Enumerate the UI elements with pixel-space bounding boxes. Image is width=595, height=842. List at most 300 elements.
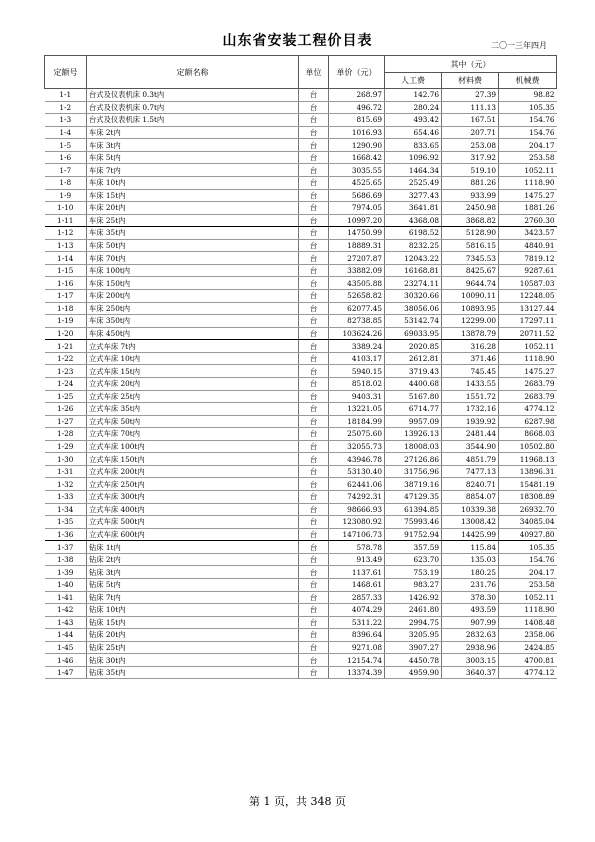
cell-labor: 8232.25 <box>385 239 442 252</box>
cell-material: 2450.98 <box>442 202 499 215</box>
cell-name: 立式车床 35t内 <box>87 403 299 416</box>
cell-unit: 台 <box>299 214 329 227</box>
cell-price: 268.97 <box>329 89 385 102</box>
cell-name: 钻床 1t内 <box>87 541 299 554</box>
cell-code: 1-27 <box>45 415 87 428</box>
cell-price: 5686.69 <box>329 189 385 202</box>
cell-material: 5816.15 <box>442 239 499 252</box>
cell-machine: 13896.31 <box>499 465 557 478</box>
cell-material: 14425.99 <box>442 528 499 541</box>
cell-price: 13221.05 <box>329 403 385 416</box>
cell-material: 10339.38 <box>442 503 499 516</box>
cell-code: 1-28 <box>45 428 87 441</box>
cell-code: 1-10 <box>45 202 87 215</box>
cell-machine: 204.17 <box>499 139 557 152</box>
cell-code: 1-21 <box>45 340 87 353</box>
cell-unit: 台 <box>299 428 329 441</box>
cell-unit: 台 <box>299 290 329 303</box>
cell-labor: 4450.78 <box>385 654 442 667</box>
cell-code: 1-43 <box>45 616 87 629</box>
cell-name: 车床 3t内 <box>87 139 299 152</box>
cell-material: 13878.79 <box>442 327 499 340</box>
cell-labor: 4400.68 <box>385 377 442 390</box>
cell-labor: 13926.13 <box>385 428 442 441</box>
cell-name: 车床 20t内 <box>87 202 299 215</box>
header-code: 定额号 <box>45 56 87 89</box>
cell-unit: 台 <box>299 340 329 353</box>
cell-material: 253.08 <box>442 139 499 152</box>
cell-labor: 357.59 <box>385 541 442 554</box>
cell-price: 147106.73 <box>329 528 385 541</box>
cell-price: 52658.82 <box>329 290 385 303</box>
cell-material: 10893.95 <box>442 302 499 315</box>
cell-name: 立式车床 7t内 <box>87 340 299 353</box>
table-row <box>45 176 557 189</box>
cell-machine: 2424.85 <box>499 641 557 654</box>
header-group: 其中（元） <box>385 56 557 73</box>
cell-machine: 253.58 <box>499 578 557 591</box>
cell-unit: 台 <box>299 465 329 478</box>
cell-price: 9403.31 <box>329 390 385 403</box>
cell-name: 钻床 15t内 <box>87 616 299 629</box>
cell-unit: 台 <box>299 302 329 315</box>
cell-code: 1-11 <box>45 214 87 227</box>
cell-material: 1939.92 <box>442 415 499 428</box>
table-row <box>45 553 557 566</box>
cell-price: 1468.61 <box>329 578 385 591</box>
cell-machine: 17297.11 <box>499 315 557 328</box>
cell-code: 1-16 <box>45 277 87 290</box>
header-name: 定额名称 <box>87 56 299 89</box>
table-row <box>45 101 557 114</box>
cell-unit: 台 <box>299 516 329 529</box>
cell-price: 2857.33 <box>329 591 385 604</box>
cell-unit: 台 <box>299 629 329 642</box>
cell-name: 台式及仪表机床 0.7t内 <box>87 101 299 114</box>
cell-code: 1-19 <box>45 315 87 328</box>
cell-material: 180.25 <box>442 566 499 579</box>
cell-price: 98666.93 <box>329 503 385 516</box>
cell-code: 1-41 <box>45 591 87 604</box>
cell-material: 371.46 <box>442 352 499 365</box>
cell-machine: 1408.48 <box>499 616 557 629</box>
cell-labor: 4368.08 <box>385 214 442 227</box>
cell-code: 1-25 <box>45 390 87 403</box>
cell-labor: 18008.03 <box>385 440 442 453</box>
cell-name: 立式车床 250t内 <box>87 478 299 491</box>
cell-unit: 台 <box>299 315 329 328</box>
cell-unit: 台 <box>299 327 329 340</box>
cell-material: 4851.79 <box>442 453 499 466</box>
cell-unit: 台 <box>299 101 329 114</box>
cell-name: 台式及仪表机床 1.5t内 <box>87 114 299 127</box>
cell-machine: 6287.98 <box>499 415 557 428</box>
cell-labor: 9957.09 <box>385 415 442 428</box>
cell-price: 5940.15 <box>329 365 385 378</box>
cell-machine: 98.82 <box>499 89 557 102</box>
table-row <box>45 578 557 591</box>
cell-code: 1-36 <box>45 528 87 541</box>
cell-code: 1-7 <box>45 164 87 177</box>
table-row <box>45 227 557 240</box>
cell-unit: 台 <box>299 566 329 579</box>
cell-price: 8396.64 <box>329 629 385 642</box>
cell-name: 钻床 25t内 <box>87 641 299 654</box>
cell-unit: 台 <box>299 239 329 252</box>
cell-name: 立式车床 500t内 <box>87 516 299 529</box>
cell-code: 1-29 <box>45 440 87 453</box>
cell-price: 82738.85 <box>329 315 385 328</box>
cell-price: 7974.05 <box>329 202 385 215</box>
cell-labor: 1464.34 <box>385 164 442 177</box>
cell-price: 496.72 <box>329 101 385 114</box>
cell-labor: 2020.85 <box>385 340 442 353</box>
cell-material: 745.45 <box>442 365 499 378</box>
cell-code: 1-24 <box>45 377 87 390</box>
cell-name: 钻床 7t内 <box>87 591 299 604</box>
table-row <box>45 114 557 127</box>
table-row <box>45 327 557 340</box>
cell-labor: 142.76 <box>385 89 442 102</box>
cell-machine: 1118.90 <box>499 352 557 365</box>
cell-price: 8518.02 <box>329 377 385 390</box>
cell-name: 立式车床 300t内 <box>87 491 299 504</box>
cell-labor: 6714.77 <box>385 403 442 416</box>
cell-material: 3544.90 <box>442 440 499 453</box>
cell-labor: 3205.95 <box>385 629 442 642</box>
table-row <box>45 516 557 529</box>
cell-code: 1-40 <box>45 578 87 591</box>
cell-price: 3389.24 <box>329 340 385 353</box>
cell-price: 1137.61 <box>329 566 385 579</box>
cell-unit: 台 <box>299 503 329 516</box>
table-row <box>45 239 557 252</box>
cell-machine: 12248.05 <box>499 290 557 303</box>
cell-material: 2832.63 <box>442 629 499 642</box>
cell-unit: 台 <box>299 390 329 403</box>
cell-labor: 31756.96 <box>385 465 442 478</box>
cell-machine: 253.58 <box>499 151 557 164</box>
cell-price: 27207.87 <box>329 252 385 265</box>
table-row <box>45 641 557 654</box>
cell-name: 台式及仪表机床 0.3t内 <box>87 89 299 102</box>
cell-price: 18184.99 <box>329 415 385 428</box>
cell-unit: 台 <box>299 453 329 466</box>
table-row <box>45 202 557 215</box>
cell-machine: 2760.30 <box>499 214 557 227</box>
cell-unit: 台 <box>299 189 329 202</box>
table-row <box>45 616 557 629</box>
cell-labor: 27126.86 <box>385 453 442 466</box>
cell-material: 881.26 <box>442 176 499 189</box>
cell-code: 1-3 <box>45 114 87 127</box>
cell-machine: 4840.91 <box>499 239 557 252</box>
table-row <box>45 541 557 554</box>
cell-unit: 台 <box>299 365 329 378</box>
cell-labor: 16168.81 <box>385 264 442 277</box>
cell-name: 立式车床 10t内 <box>87 352 299 365</box>
cell-code: 1-22 <box>45 352 87 365</box>
cell-code: 1-20 <box>45 327 87 340</box>
cell-unit: 台 <box>299 641 329 654</box>
cell-labor: 753.19 <box>385 566 442 579</box>
cell-machine: 15481.19 <box>499 478 557 491</box>
cell-unit: 台 <box>299 164 329 177</box>
cell-labor: 4959.90 <box>385 666 442 679</box>
cell-labor: 1426.92 <box>385 591 442 604</box>
cell-price: 9271.08 <box>329 641 385 654</box>
cell-labor: 3277.43 <box>385 189 442 202</box>
cell-name: 立式车床 200t内 <box>87 465 299 478</box>
cell-material: 167.51 <box>442 114 499 127</box>
table-row <box>45 666 557 679</box>
cell-name: 立式车床 15t内 <box>87 365 299 378</box>
cell-price: 1016.93 <box>329 126 385 139</box>
cell-unit: 台 <box>299 227 329 240</box>
cell-machine: 204.17 <box>499 566 557 579</box>
cell-material: 3640.37 <box>442 666 499 679</box>
cell-name: 车床 15t内 <box>87 189 299 202</box>
cell-material: 231.76 <box>442 578 499 591</box>
cell-material: 8425.67 <box>442 264 499 277</box>
cell-price: 4525.65 <box>329 176 385 189</box>
cell-price: 3035.55 <box>329 164 385 177</box>
cell-machine: 1475.27 <box>499 189 557 202</box>
cell-code: 1-8 <box>45 176 87 189</box>
cell-labor: 2994.75 <box>385 616 442 629</box>
cell-code: 1-13 <box>45 239 87 252</box>
cell-material: 317.92 <box>442 151 499 164</box>
cell-price: 43505.88 <box>329 277 385 290</box>
cell-price: 74292.31 <box>329 491 385 504</box>
table-body <box>45 89 557 679</box>
cell-price: 43946.78 <box>329 453 385 466</box>
cell-labor: 38056.06 <box>385 302 442 315</box>
cell-material: 7477.13 <box>442 465 499 478</box>
cell-name: 钻床 3t内 <box>87 566 299 579</box>
cell-price: 33882.09 <box>329 264 385 277</box>
cell-price: 18889.31 <box>329 239 385 252</box>
cell-machine: 1118.90 <box>499 604 557 617</box>
cell-machine: 20711.52 <box>499 327 557 340</box>
cell-price: 14750.99 <box>329 227 385 240</box>
table-row <box>45 440 557 453</box>
cell-machine: 4700.81 <box>499 654 557 667</box>
cell-code: 1-39 <box>45 566 87 579</box>
cell-material: 3868.82 <box>442 214 499 227</box>
cell-material: 7345.53 <box>442 252 499 265</box>
cell-name: 车床 350t内 <box>87 315 299 328</box>
cell-unit: 台 <box>299 604 329 617</box>
cell-machine: 3423.57 <box>499 227 557 240</box>
cell-machine: 1118.90 <box>499 176 557 189</box>
cell-name: 钻床 5t内 <box>87 578 299 591</box>
cell-code: 1-38 <box>45 553 87 566</box>
cell-unit: 台 <box>299 528 329 541</box>
cell-unit: 台 <box>299 415 329 428</box>
cell-unit: 台 <box>299 491 329 504</box>
cell-code: 1-12 <box>45 227 87 240</box>
cell-unit: 台 <box>299 377 329 390</box>
cell-material: 5128.90 <box>442 227 499 240</box>
cell-code: 1-18 <box>45 302 87 315</box>
cell-unit: 台 <box>299 126 329 139</box>
cell-price: 4103.17 <box>329 352 385 365</box>
cell-labor: 2461.80 <box>385 604 442 617</box>
table-row <box>45 352 557 365</box>
table-row <box>45 654 557 667</box>
cell-name: 车床 25t内 <box>87 214 299 227</box>
table-row <box>45 604 557 617</box>
cell-machine: 105.35 <box>499 101 557 114</box>
cell-name: 车床 100t内 <box>87 264 299 277</box>
table-row <box>45 629 557 642</box>
table-row <box>45 252 557 265</box>
header-machine: 机械费 <box>499 73 557 89</box>
cell-name: 立式车床 20t内 <box>87 377 299 390</box>
cell-labor: 3719.43 <box>385 365 442 378</box>
cell-code: 1-32 <box>45 478 87 491</box>
cell-unit: 台 <box>299 89 329 102</box>
cell-labor: 6198.52 <box>385 227 442 240</box>
cell-machine: 4774.12 <box>499 403 557 416</box>
cell-labor: 5167.80 <box>385 390 442 403</box>
cell-price: 1290.90 <box>329 139 385 152</box>
cell-material: 111.13 <box>442 101 499 114</box>
cell-machine: 34085.04 <box>499 516 557 529</box>
cell-price: 913.49 <box>329 553 385 566</box>
table-row <box>45 390 557 403</box>
table-row <box>45 315 557 328</box>
table-row <box>45 566 557 579</box>
cell-machine: 10587.03 <box>499 277 557 290</box>
cell-code: 1-5 <box>45 139 87 152</box>
header-unit: 单位 <box>299 56 329 89</box>
cell-name: 立式车床 70t内 <box>87 428 299 441</box>
table-row <box>45 340 557 353</box>
cell-machine: 1052.11 <box>499 164 557 177</box>
cell-code: 1-30 <box>45 453 87 466</box>
cell-machine: 7819.12 <box>499 252 557 265</box>
cell-name: 钻床 35t内 <box>87 666 299 679</box>
cell-labor: 23274.11 <box>385 277 442 290</box>
table-row <box>45 151 557 164</box>
cell-name: 车床 5t内 <box>87 151 299 164</box>
cell-name: 车床 200t内 <box>87 290 299 303</box>
cell-material: 2481.44 <box>442 428 499 441</box>
cell-labor: 75993.46 <box>385 516 442 529</box>
cell-machine: 1881.26 <box>499 202 557 215</box>
cell-labor: 3641.81 <box>385 202 442 215</box>
table-row <box>45 214 557 227</box>
cell-name: 车床 35t内 <box>87 227 299 240</box>
table-row <box>45 403 557 416</box>
page-footer: 第 1 页，共 348 页 <box>249 795 346 808</box>
cell-material: 8854.07 <box>442 491 499 504</box>
cell-name: 钻床 20t内 <box>87 629 299 642</box>
cell-unit: 台 <box>299 616 329 629</box>
cell-machine: 18308.89 <box>499 491 557 504</box>
cell-name: 车床 50t内 <box>87 239 299 252</box>
cell-code: 1-17 <box>45 290 87 303</box>
cell-code: 1-23 <box>45 365 87 378</box>
cell-code: 1-42 <box>45 604 87 617</box>
table-row <box>45 365 557 378</box>
cell-labor: 12043.22 <box>385 252 442 265</box>
cell-name: 车床 7t内 <box>87 164 299 177</box>
cell-labor: 47129.35 <box>385 491 442 504</box>
cell-name: 钻床 30t内 <box>87 654 299 667</box>
cell-code: 1-15 <box>45 264 87 277</box>
table-row <box>45 415 557 428</box>
cell-name: 车床 150t内 <box>87 277 299 290</box>
cell-code: 1-26 <box>45 403 87 416</box>
cell-labor: 493.42 <box>385 114 442 127</box>
cell-name: 车床 2t内 <box>87 126 299 139</box>
cell-unit: 台 <box>299 553 329 566</box>
cell-material: 12299.00 <box>442 315 499 328</box>
cell-labor: 69033.95 <box>385 327 442 340</box>
cell-price: 1668.42 <box>329 151 385 164</box>
cell-material: 907.99 <box>442 616 499 629</box>
cell-code: 1-47 <box>45 666 87 679</box>
cell-labor: 2525.49 <box>385 176 442 189</box>
cell-name: 钻床 10t内 <box>87 604 299 617</box>
cell-unit: 台 <box>299 591 329 604</box>
cell-material: 9644.74 <box>442 277 499 290</box>
cell-material: 135.03 <box>442 553 499 566</box>
cell-name: 车床 250t内 <box>87 302 299 315</box>
cell-machine: 40927.80 <box>499 528 557 541</box>
cell-name: 车床 70t内 <box>87 252 299 265</box>
cell-price: 10997.20 <box>329 214 385 227</box>
cell-material: 933.99 <box>442 189 499 202</box>
cell-labor: 833.65 <box>385 139 442 152</box>
cell-unit: 台 <box>299 176 329 189</box>
cell-labor: 91752.94 <box>385 528 442 541</box>
cell-name: 车床 450t内 <box>87 327 299 340</box>
cell-price: 815.69 <box>329 114 385 127</box>
table-row <box>45 428 557 441</box>
cell-code: 1-46 <box>45 654 87 667</box>
cell-price: 32055.73 <box>329 440 385 453</box>
cell-unit: 台 <box>299 541 329 554</box>
cell-machine: 2683.79 <box>499 377 557 390</box>
table-row <box>45 453 557 466</box>
cell-machine: 9287.61 <box>499 264 557 277</box>
cell-material: 1732.16 <box>442 403 499 416</box>
cell-material: 316.28 <box>442 340 499 353</box>
cell-machine: 4774.12 <box>499 666 557 679</box>
table-row <box>45 377 557 390</box>
cell-unit: 台 <box>299 114 329 127</box>
cell-labor: 280.24 <box>385 101 442 114</box>
cell-material: 8240.71 <box>442 478 499 491</box>
cell-machine: 154.76 <box>499 114 557 127</box>
cell-price: 103624.26 <box>329 327 385 340</box>
cell-unit: 台 <box>299 578 329 591</box>
cell-machine: 11968.13 <box>499 453 557 466</box>
cell-code: 1-31 <box>45 465 87 478</box>
cell-code: 1-9 <box>45 189 87 202</box>
table-row <box>45 465 557 478</box>
table-row <box>45 89 557 102</box>
cell-machine: 105.35 <box>499 541 557 554</box>
cell-unit: 台 <box>299 403 329 416</box>
cell-name: 立式车床 600t内 <box>87 528 299 541</box>
cell-unit: 台 <box>299 654 329 667</box>
cell-material: 519.10 <box>442 164 499 177</box>
